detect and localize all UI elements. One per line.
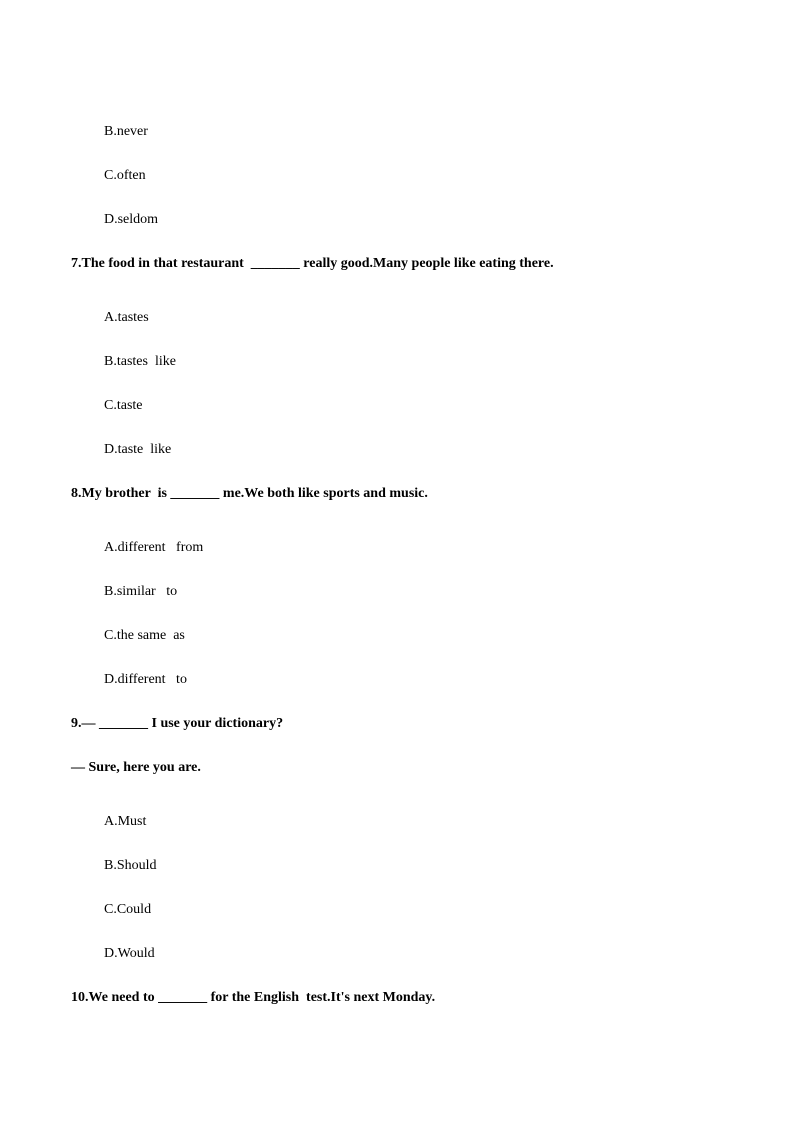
q7-option-b: B.tastes like [104, 354, 176, 369]
q6-option-c: C.often [104, 168, 146, 183]
q8-option-b: B.similar to [104, 584, 178, 599]
q7-option-d: D.taste like [104, 442, 172, 457]
q8-option-a: A.different from [104, 540, 204, 555]
q8-option-d: D.different to [104, 672, 187, 687]
q10-stem: 10.We need to _______ for the English test.It's next Monday. [71, 990, 436, 1005]
q7-stem: 7.The food in that restaurant _______ really good.Many people like eating there. [71, 256, 554, 271]
q9-option-c: C.Could [104, 902, 152, 917]
q9-stem: 9.— _______ I use your dictionary? [71, 716, 284, 731]
q9-reply: — Sure, here you are. [71, 760, 201, 775]
q8-stem: 8.My brother is _______ me.We both like sports and music. [71, 486, 428, 501]
q9-option-a: A.Must [104, 814, 147, 829]
q7-option-a: A.tastes [104, 310, 149, 325]
q6-option-d: D.seldom [104, 212, 159, 227]
q8-option-c: C.the same as [104, 628, 185, 643]
q9-option-b: B.Should [104, 858, 157, 873]
q7-option-c: C.taste [104, 398, 143, 413]
q9-option-d: D.Would [104, 946, 155, 961]
q6-option-b: B.never [104, 124, 148, 139]
